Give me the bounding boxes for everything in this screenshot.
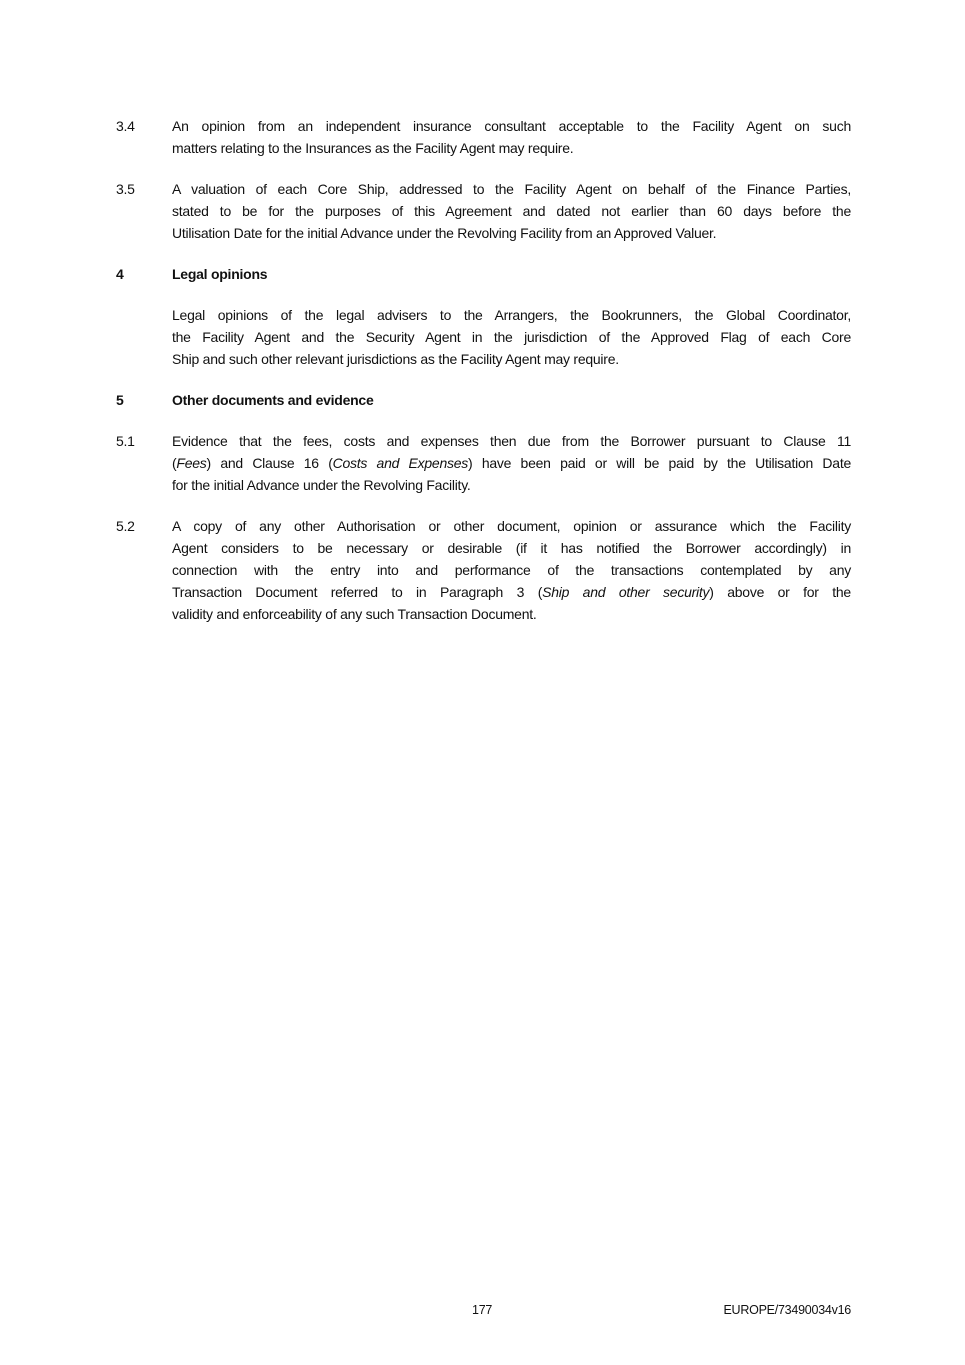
clause-number: 3.4	[116, 118, 135, 134]
clause-paragraph	[116, 115, 851, 159]
text-segment: Agent considers to be necessary or desirable (if it has notified the Borrower accordingly) in	[172, 540, 851, 556]
page-number: 177	[472, 1303, 493, 1317]
clause-text	[172, 178, 851, 244]
text-line	[172, 137, 851, 159]
text-segment: connection with the entry into and performance of the transactions contemplated by any	[172, 562, 851, 578]
text-segment: matters relating to the Insurances as the Facility Agent may require.	[172, 140, 574, 156]
text-segment: Evidence that the fees, costs and expenses then due from the Borrower pursuant to Clause 11	[172, 433, 851, 449]
clause-paragraph	[116, 304, 851, 370]
clause-number: 5.1	[116, 433, 135, 449]
text-line	[172, 559, 851, 581]
clause-paragraph	[116, 430, 851, 496]
clause-text	[172, 304, 851, 370]
text-segment: An opinion from an independent insurance consultant acceptable to the Facility Agent on such	[172, 118, 851, 134]
text-line	[172, 326, 851, 348]
text-segment: (	[172, 455, 177, 471]
clause-number: 4	[116, 266, 124, 282]
section-heading	[116, 389, 851, 411]
text-line	[172, 115, 851, 137]
text-line	[172, 178, 851, 200]
italic-reference: Ship and other security	[542, 584, 710, 600]
text-segment: ) have been paid or will be paid by the Utilisation Date	[468, 455, 851, 471]
text-segment: the Facility Agent and the Security Agent in the jurisdiction of the Approved Flag of each Core	[172, 329, 851, 345]
clause-number: 5	[116, 392, 124, 408]
clause-text	[172, 430, 851, 496]
text-segment: Legal opinions of the legal advisers to the Arrangers, the Bookrunners, the Global Coordinator,	[172, 307, 851, 323]
clause-text	[172, 115, 851, 159]
text-line	[172, 603, 851, 625]
text-line	[172, 537, 851, 559]
text-line	[172, 348, 851, 370]
text-segment: ) and Clause 16 (	[206, 455, 333, 471]
text-segment: for the initial Advance under the Revolving Facility.	[172, 477, 471, 493]
text-line	[172, 263, 851, 285]
text-line	[172, 200, 851, 222]
text-line	[172, 452, 851, 474]
text-line	[172, 389, 851, 411]
text-line	[172, 304, 851, 326]
text-segment: Utilisation Date for the initial Advance under the Revolving Facility from an Approved Valuer.	[172, 225, 717, 241]
text-segment: stated to be for the purposes of this Agreement and dated not earlier than 60 days before the	[172, 203, 851, 219]
italic-reference: Fees	[176, 455, 207, 471]
clause-paragraph	[116, 178, 851, 244]
text-line	[172, 515, 851, 537]
section-heading	[116, 263, 851, 285]
text-segment: ) above or for the	[709, 584, 851, 600]
text-segment: Ship and such other relevant jurisdictions as the Facility Agent may require.	[172, 351, 619, 367]
text-segment: A copy of any other Authorisation or other document, opinion or assurance which the Facility	[172, 518, 851, 534]
text-segment: A valuation of each Core Ship, addressed to the Facility Agent on behalf of the Finance Parties,	[172, 181, 851, 197]
text-line	[172, 474, 851, 496]
document-reference: EUROPE/73490034v16	[723, 1303, 851, 1317]
text-segment: Legal opinions	[172, 266, 268, 282]
clause-number: 5.2	[116, 518, 135, 534]
text-segment: Transaction Document referred to in Paragraph 3 (	[172, 584, 543, 600]
clause-text	[172, 263, 851, 285]
text-line	[172, 581, 851, 603]
italic-reference: Costs and Expenses	[332, 455, 469, 471]
text-line	[172, 430, 851, 452]
text-segment: validity and enforceability of any such Transaction Document.	[172, 606, 537, 622]
clause-text	[172, 389, 851, 411]
clause-text	[172, 515, 851, 625]
clause-paragraph	[116, 515, 851, 625]
text-line	[172, 222, 851, 244]
text-segment: Other documents and evidence	[172, 392, 374, 408]
clause-number: 3.5	[116, 181, 135, 197]
